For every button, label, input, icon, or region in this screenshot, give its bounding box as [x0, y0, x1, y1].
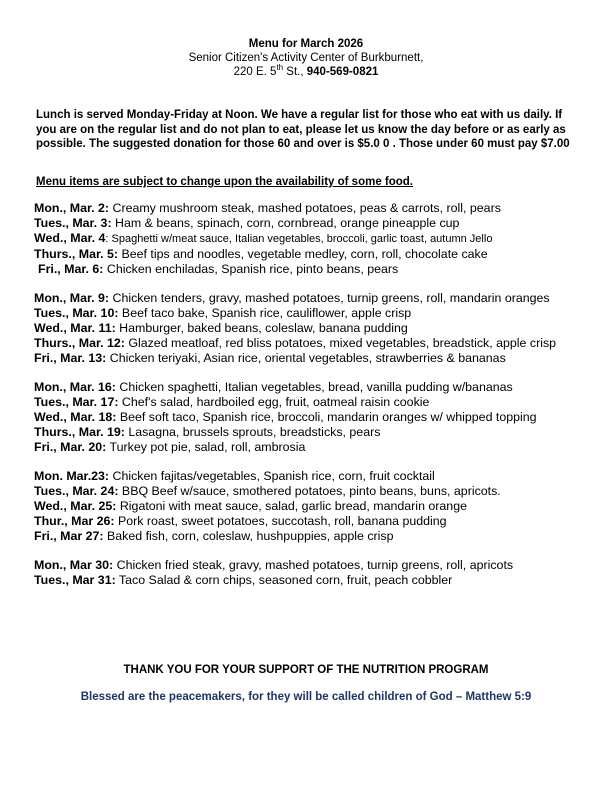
change-notice: Menu items are subject to change upon the availability of some food. — [36, 176, 414, 188]
day-items: Glazed meatloaf, red bliss potatoes, mixed vegetables, breadstick, apple crisp — [124, 336, 557, 350]
day-label: Mon. Mar.23: — [34, 469, 110, 483]
menu-day — [34, 558, 579, 573]
day-label: Tues., Mar. 24: — [34, 484, 119, 498]
day-label: Wed., Mar. 11: — [34, 321, 116, 335]
phone-number: 940-569-0821 — [306, 66, 379, 78]
day-label: Mon., Mar. 9: — [34, 291, 110, 305]
menu-day — [34, 291, 579, 306]
day-label: Thurs., Mar. 5: — [34, 247, 118, 261]
day-items: Chicken fajitas/vegetables, Spanish rice, corn, fruit cocktail — [109, 469, 435, 483]
menu-day — [34, 247, 579, 262]
day-label: Tues., Mar. 10: — [34, 306, 119, 320]
day-items: BBQ Beef w/sauce, smothered potatoes, pinto beans, buns, apricots. — [118, 484, 501, 498]
day-items: Creamy mushroom steak, mashed potatoes, peas & carrots, roll, pears — [109, 201, 501, 215]
day-label: Tues., Mar 31: — [34, 573, 116, 587]
day-items: Chef's salad, hardboiled egg, fruit, oatmeal raisin cookie — [118, 395, 430, 409]
day-items: Chicken tenders, gravy, mashed potatoes, turnip greens, roll, mandarin oranges — [109, 291, 550, 305]
day-items: Hamburger, baked beans, coleslaw, banana pudding — [115, 321, 408, 335]
menu-day — [34, 484, 579, 499]
day-label: Fri., Mar 27: — [34, 529, 104, 543]
menu-day — [34, 321, 579, 336]
day-items: Chicken enchiladas, Spanish rice, pinto beans, pears — [103, 262, 399, 276]
week-5 — [34, 558, 579, 588]
menu-day — [34, 380, 579, 395]
menu-day — [34, 336, 579, 351]
street-address: 220 E. 5 — [233, 66, 277, 78]
day-items: Rigatoni with meat sauce, salad, garlic bread, mandarin orange — [116, 499, 467, 513]
week-3 — [34, 380, 579, 455]
thank-you-message: THANK YOU FOR YOUR SUPPORT OF THE NUTRITION PROGRAM — [123, 664, 489, 676]
day-items: Chicken fried steak, gravy, mashed potatoes, turnip greens, roll, apricots — [113, 558, 514, 572]
menu-day — [34, 395, 579, 410]
day-items: Ham & beans, spinach, corn, cornbread, orange pineapple cup — [111, 216, 460, 230]
week-4 — [34, 469, 579, 544]
day-items: Beef taco bake, Spanish rice, cauliflower, apple crisp — [118, 306, 412, 320]
document-header — [0, 37, 612, 79]
menu-day — [34, 514, 579, 529]
day-items: Pork roast, sweet potatoes, succotash, roll, banana pudding — [114, 514, 447, 528]
menu-day — [34, 351, 579, 366]
day-label: Fri., Mar. 13: — [34, 351, 107, 365]
day-label: Mon., Mar 30: — [34, 558, 114, 572]
day-label: Thurs., Mar. 12: — [34, 336, 125, 350]
intro-paragraph: Lunch is served Monday-Friday at Noon. We have a regular list for those who eat with us daily. If you are on the regular list and do not plan to eat, please let us know the day before or as early as possible. The suggested donation for those 60 and over is $5.0 0 . Those under 60 must pay $7.00 — [36, 109, 570, 150]
day-items: : Spaghetti w/meat sauce, Italian vegetables, broccoli, garlic toast, autumn Jello — [105, 233, 493, 245]
street-ordinal: th — [276, 63, 284, 73]
day-items: Chicken teriyaki, Asian rice, oriental vegetables, strawberries & bananas — [106, 351, 506, 365]
menu-title: Menu for March 2026 — [248, 38, 364, 50]
bible-verse: Blessed are the peacemakers, for they will be called children of God – Matthew 5:9 — [80, 691, 532, 703]
week-2 — [34, 291, 579, 366]
menu-day — [34, 201, 579, 216]
day-label: Mon., Mar. 16: — [34, 380, 116, 394]
day-label: Tues., Mar. 3: — [34, 216, 112, 230]
day-items: Beef tips and noodles, vegetable medley, corn, roll, chocolate cake — [118, 247, 488, 261]
day-label: Wed., Mar. 18: — [34, 410, 117, 424]
day-label: Wed., Mar. 4 — [34, 231, 106, 245]
menu-day — [34, 529, 579, 544]
menu-day — [34, 216, 579, 231]
street-suffix: St., — [283, 66, 307, 78]
week-1 — [34, 201, 579, 277]
day-label: Mon., Mar. 2: — [34, 201, 110, 215]
menu-day — [34, 573, 579, 588]
day-label: Thur., Mar 26: — [34, 514, 115, 528]
day-label: Fri., Mar. 20: — [34, 440, 107, 454]
address-line — [0, 65, 612, 79]
menu-day — [34, 499, 579, 514]
menu-day — [34, 469, 579, 484]
day-label: Wed., Mar. 25: — [34, 499, 117, 513]
menu-day — [34, 440, 579, 455]
day-label: Thurs., Mar. 19: — [34, 425, 125, 439]
day-items: Lasagna, brussels sprouts, breadsticks, pears — [124, 425, 381, 439]
day-items: Turkey pot pie, salad, roll, ambrosia — [106, 440, 306, 454]
menu-day — [34, 262, 579, 277]
menu-day — [34, 231, 579, 247]
menu-day — [34, 425, 579, 440]
day-items: Taco Salad & corn chips, seasoned corn, fruit, peach cobbler — [115, 573, 453, 587]
day-items: Beef soft taco, Spanish rice, broccoli, mandarin oranges w/ whipped topping — [116, 410, 537, 424]
day-items: Baked fish, corn, coleslaw, hushpuppies, apple crisp — [103, 529, 394, 543]
day-items: Chicken spaghetti, Italian vegetables, bread, vanilla pudding w/bananas — [115, 380, 513, 394]
center-name: Senior Citizen's Activity Center of Burkburnett, — [188, 52, 424, 64]
menu-day — [34, 410, 579, 425]
menu-day — [34, 306, 579, 321]
day-label: Tues., Mar. 17: — [34, 395, 119, 409]
menu-list — [34, 201, 579, 602]
day-label: Fri., Mar. 6: — [38, 262, 104, 276]
